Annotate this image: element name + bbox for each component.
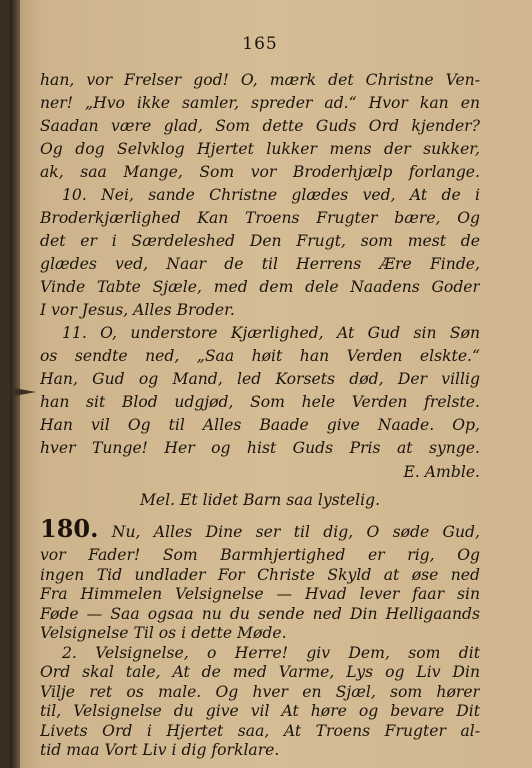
melody-line: Mel. Et lidet Barn saa lystelig.	[139, 491, 381, 509]
text-line: hver Tunge! Her og hist Guds Pris at synge.	[40, 439, 480, 457]
hymn-number: 180.	[40, 515, 99, 543]
page-number: 165	[242, 34, 278, 54]
author-signature: E. Amble.	[403, 463, 480, 481]
text-line: ingen Tid undlader For Christe Skyld at øse ned	[40, 565, 480, 584]
text-line: Ord skal tale, At de med Varme, Lys og Liv Din	[40, 663, 480, 682]
text-line: til, Velsignelse du give vil At høre og bevare Dit	[40, 702, 480, 721]
verse-11-start: 11. O, understore Kjærlighed, At Gud sin Søn	[62, 324, 480, 342]
hymn-first-line	[40, 515, 480, 543]
text-line: tid maa Vort Liv i dig forklare.	[40, 741, 280, 760]
text-line: Vinde Tabte Sjæle, med dem dele Naadens Goder	[40, 278, 480, 296]
book-spine	[10, 0, 20, 768]
text-line: vor Fader! Som Barmhjertighed er rig, Og	[40, 546, 480, 564]
text-line: Broderkjærlighed Kan Troens Frugter bære, Og	[40, 209, 480, 227]
text-line: I vor Jesus, Alles Broder.	[40, 301, 235, 319]
text-line: Velsignelse Til os i dette Møde.	[40, 624, 287, 643]
text-line: os sendte ned, „Saa høit han Verden elskte.“	[40, 347, 480, 365]
page-tear	[14, 388, 36, 396]
text-line: Saadan være glad, Som dette Guds Ord kjender?	[40, 117, 480, 135]
text-line: Livets Ord i Hjertet saa, At Troens Frugter al-	[40, 721, 480, 740]
text-line: han sit Blod udgjød, Som hele Verden frelste.	[40, 393, 480, 411]
text-line: det er i Særdeleshed Den Frugt, som mest de	[40, 232, 480, 250]
text-line: han, vor Frelser god! O, mærk det Christne Ven-	[40, 71, 480, 89]
text-line: Vilje ret os male. Og hver en Sjæl, som hører	[40, 682, 480, 701]
verse-10-start: 10. Nei, sande Christne glædes ved, At de i	[62, 186, 480, 204]
verse-2-start: 2. Velsignelse, o Herre! giv Dem, som dit	[62, 643, 480, 662]
text-line: ak, saa Mange, Som vor Broderhjælp forlange.	[40, 163, 480, 181]
text-line: Han, Gud og Mand, led Korsets død, Der villig	[40, 370, 480, 388]
text-line: Fra Himmelen Velsignelse — Hvad lever faar sin	[40, 585, 480, 604]
text-line: Han vil Og til Alles Baade give Naade. Op,	[40, 416, 480, 434]
hymn-first-line-text: Nu, Alles Dine ser til dig, O søde Gud,	[111, 523, 480, 541]
text-line: Og dog Selvklog Hjertet lukker mens der sukker,	[40, 140, 480, 158]
book-page	[10, 0, 532, 768]
text-line: glædes ved, Naar de til Herrens Ære Finde,	[40, 255, 480, 273]
text-line: Føde — Saa ogsaa nu du sende ned Din Helligaands	[40, 604, 480, 623]
text-line: ner! „Hvo ikke samler, spreder ad.“ Hvor kan en	[40, 94, 480, 112]
